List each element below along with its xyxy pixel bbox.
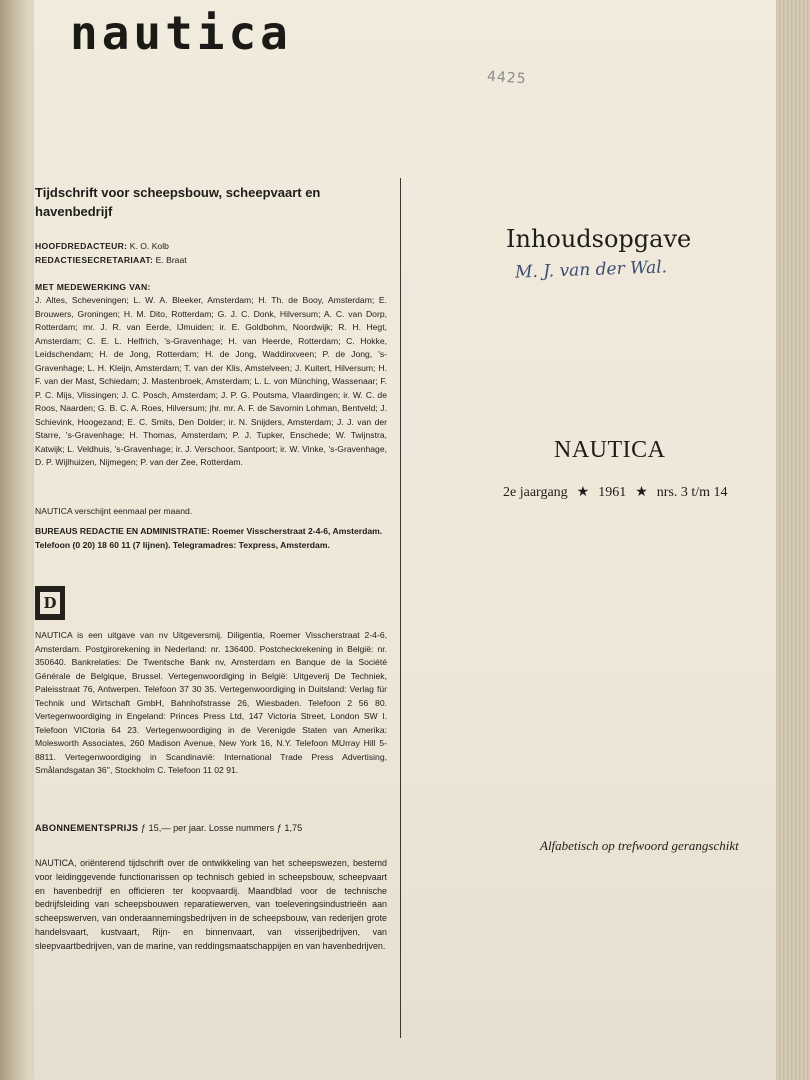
about-paragraph: NAUTICA, oriënterend tijdschrift over de ontwikkeling van het scheepswezen, bestemd voor leidinggevende functionarissen op technisch gebied in scheepsbouw, scheepvaart en havenbedrijf en officieren ter koopvaardij. Maandblad voor de technische bedrijfsleiding van scheepsbouwen reparatiewerven, van toeleveringsindustrieën aan scheepswerven, van onderaannemingsbedrijven in de scheepsbouw, van rederijen grote handelsvaart, kustvaart, Rijn- en binnenvaart, van visserijbedrijven, van sleepvaartbedrijven, van de marine, van reddingsmaatschappijen en van havenbedrijven. xyxy=(35,858,387,951)
star-separator-2: ★ xyxy=(635,485,648,500)
star-separator-1: ★ xyxy=(576,485,590,500)
book-binding xyxy=(0,0,34,1080)
volume-year: 1961 xyxy=(598,485,627,500)
contents-title: Inhoudsopgave xyxy=(506,225,692,253)
credits-block xyxy=(35,240,387,267)
volume-title: NAUTICA xyxy=(554,437,666,463)
handwritten-signature: M. J. van der Wal. xyxy=(514,257,668,283)
frequency-note: NAUTICA verschijnt eenmaal per maand. xyxy=(35,506,193,516)
pencil-annotation: 4425 xyxy=(486,68,528,88)
secretariat-name: E. Braat xyxy=(155,254,187,265)
publisher-logo-letter: D xyxy=(40,592,60,614)
index-note: Alfabetisch op trefwoord gerangschikt xyxy=(540,838,739,853)
collaborators-heading: MET MEDEWERKING VAN: xyxy=(35,282,151,292)
collaborators-list: J. Altes, Scheveningen; L. W. A. Bleeker, Amsterdam; H. Th. de Booy, Amsterdam; E. Brouwers, Groningen; H. M. Dito, Rotterdam; G. J. C. Donk, Hilversum; A. C. van Dorp, Rotterdam; mr. J. R. van Eerde, IJmuiden; ir. E. Goldbohm, Noordwijk; R. H. Hegt, Amsterdam; C. E. L. Helfrich, 's-Gravenhage; H. van Heerde, Rotterdam; C. Hokke, Leidschendam; H. de Jong, Rotterdam; H. de Jong, Waddinxveen; P. de Jong, 's-Gravenhage; L. H. Kleijn, Amsterdam; T. van der Klis, Amstelveen; J. Kuitert, Hilversum; H. F. van der Mast, Schiedam; J. Mastenbroek, Amsterdam; L. L. von Münching, Wassenaar; F. P. C. Mijs, Vlissingen; J. C. Posch, Amsterdam; J. P. G. Poutsma, Vlaardingen; ir. W. C. de Roos, Naarden; G. B. C. A. Roes, Hilversum; jhr. mr. A. F. de Savornin Lohman, Bentveld; J. Schievink, Hoogezand; E. C. Smits, Den Dolder; ir. N. Snijders, Amsterdam; J. J. van der Starre, 's-Gravenhage; H. Thomas, Amsterdam; P. J. Tupker, Enschede; W. Twijnstra, Katwijk; L. Veldhuis, 's-Gravenhage; ir. J. Verschoor, Santpoort; ir. W. Vinke, 's-Gravenhage, D. P. Wijlhuizen, Nijmegen; P. van der Zee, Rotterdam. xyxy=(35,295,387,467)
magazine-subtitle: Tijdschrift voor scheepsbouw, scheepvaart en havenbedrijf xyxy=(35,185,321,219)
publisher-info: NAUTICA is een uitgave van nv Uitgeversmij. Diligentia, Roemer Visscherstraat 2-4-6, Amsterdam. Postgirorekening in Nederland: nr. 136400. Postcheckrekening in België: nr. 350640. Bankrelaties: De Twentsche Bank nv, Amsterdam en Banque de la Société Générale de Belgique, Brussel. Vertegenwoordiging in België: Uitgeverij De Techniek, Paleisstraat 76, Antwerpen. Telefoon 37 30 35. Vertegenwoordiging in Duitsland: Verlag für Technik und Wirtschaft GmbH, Bahnhofstrasse 26, Wiesbaden. Telefoon 2 56 80. Vertegenwoordiging in Engeland: Princes Press Ltd, 147 Victoria Street, London SW I. Telefoon VICtoria 64 23. Vertegenwoordiging in de Verenigde Staten van Amerika: Molesworth Associates, 260 Madison Avenue, New York 16, N.Y. Telefoon MUrray Hill 5-8811. Vertegenwoordiging in Scandinavië: International Trade Press Advertising, Smålandsgatan 36'', Stockholm C. Telefoon 11 02 91. xyxy=(35,630,387,775)
masthead-title: nautica xyxy=(70,6,292,60)
publisher-logo xyxy=(35,586,65,620)
subscription-label: ABONNEMENTSPRIJS xyxy=(35,823,139,833)
page-edges xyxy=(776,0,810,1080)
editor-label: HOOFDREDACTEUR: xyxy=(35,241,128,251)
secretariat-label: REDACTIESECRETARIAAT: xyxy=(35,254,154,265)
editor-name: K. O. Kolb xyxy=(129,241,169,251)
subscription-price xyxy=(35,822,387,836)
volume-year-label: 2e jaargang xyxy=(503,485,568,500)
volume-info xyxy=(503,484,728,501)
subscription-text: ƒ 15,— per jaar. Losse nummers ƒ 1,75 xyxy=(140,823,303,833)
volume-issues: nrs. 3 t/m 14 xyxy=(656,485,728,500)
column-divider xyxy=(400,178,401,1038)
bureau-address: BUREAUS REDACTIE EN ADMINISTRATIE: Roemer Visscherstraat 2-4-6, Amsterdam. Telefoon (0 20) 18 60 11 (7 lijnen). Telegramadres: Texpress, Amsterdam. xyxy=(35,526,383,550)
